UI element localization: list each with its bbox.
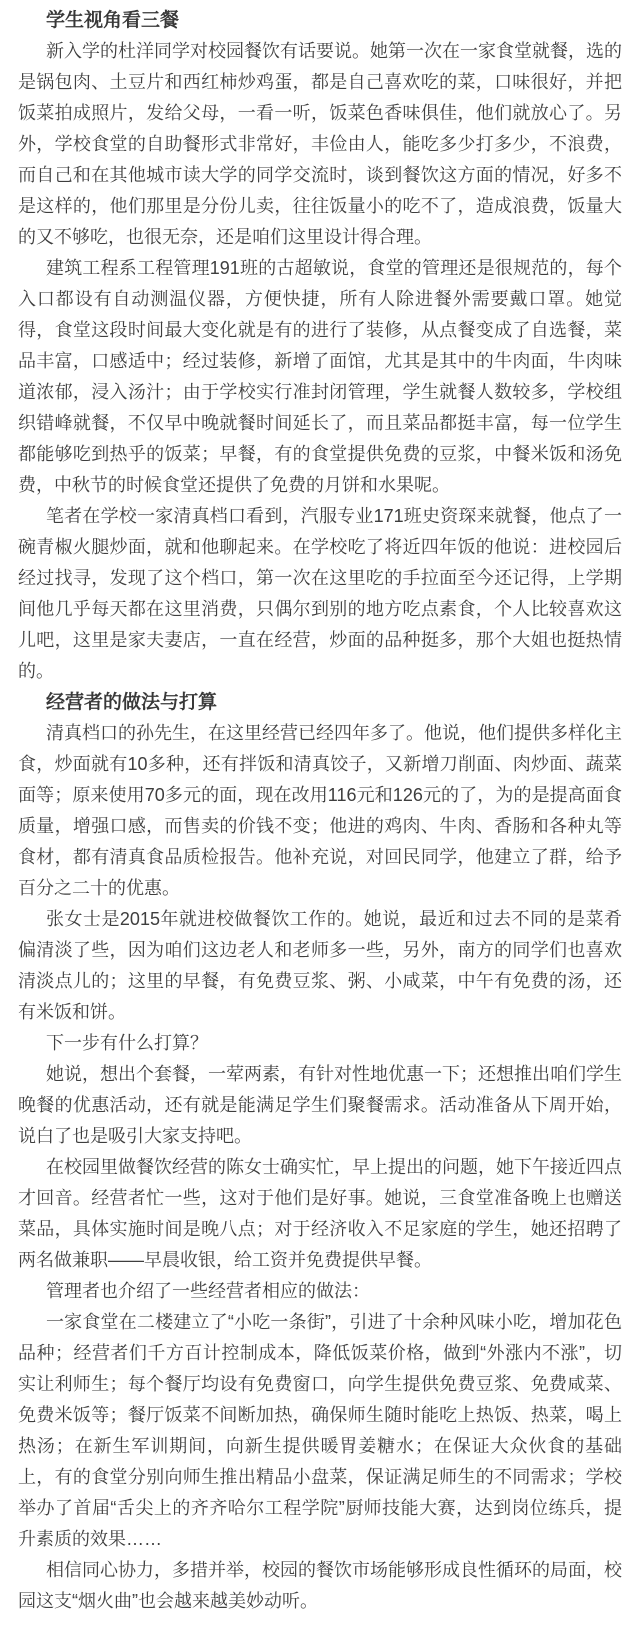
paragraph-next-step-question: 下一步有什么打算？ xyxy=(46,1033,208,1053)
paragraph-operator-mr-sun: 清真档口的孙先生，在这里经营已经四年多了。他说，他们提供多样化主食，炒面就有10多种，还有拌饭和清真饺子，又新增刀削面、肉炒面、蔬菜面等；原来使用70多元的面，现在改用116元和126元的了，为的是提高面食质量，增强口感，而售卖的价钱不变；他进的鸡肉、牛肉、香肠和各种丸等食材，都有清真食品质检报告。他补充说，对回民同学，他建立了群，给予百分之二十的优惠。 xyxy=(18,723,622,898)
section-heading-students-view: 学生视角看三餐 xyxy=(46,10,180,31)
paragraph-ms-zhang-plans: 她说，想出个套餐，一荤两素，有针对性地优惠一下；还想推出咱们学生晚餐的优惠活动，还有就是能满足学生们聚餐需求。活动准备从下周开始，说白了也是吸引大家支持吧。 xyxy=(18,1064,622,1146)
paragraph-managers-intro: 管理者也介绍了一些经营者相应的做法： xyxy=(46,1281,370,1301)
paragraph-conclusion: 相信同心协力，多措并举，校园的餐饮市场能够形成良性循环的局面，校园这支“烟火曲”也会越来越美妙动听。 xyxy=(18,1560,622,1611)
paragraph-operator-ms-zhang: 张女士是2015年就进校做餐饮工作的。她说，最近和过去不同的是菜肴偏清淡了些，因为咱们这边老人和老师多一些，另外，南方的同学们也喜欢清淡点儿的；这里的早餐，有免费豆浆、粥、小咸菜，中午有免费的汤，还有米饭和饼。 xyxy=(18,909,622,1022)
paragraph-student-guchaomin: 建筑工程系工程管理191班的古超敏说，食堂的管理还是很规范的，每个入口都设有自动测温仪器，方便快捷，所有人除进餐外需要戴口罩。她觉得，食堂这段时间最大变化就是有的进行了装修，从点餐变成了自选餐，菜品丰富，口感适中；经过装修，新增了面馆，尤其是其中的牛肉面，牛肉味道浓郁，浸入汤汁；由于学校实行准封闭管理，学生就餐人数较多，学校组织错峰就餐，不仅早中晚就餐时间延长了，而且菜品都挺丰富，每一位学生都能够吃到热乎的饭菜；早餐，有的食堂提供免费的豆浆，中餐米饭和汤免费，中秋节的时候食堂还提供了免费的月饼和水果呢。 xyxy=(18,258,622,495)
paragraph-halal-stall-student: 笔者在学校一家清真档口看到，汽服专业171班史资琛来就餐，他点了一碗青椒火腿炒面，就和他聊起来。在学校吃了将近四年饭的他说：进校园后经过找寻，发现了这个档口，第一次在这里吃的手拉面至今还记得，上学期间他几乎每天都在这里消费，只偶尔到别的地方吃点素食，个人比较喜欢这儿吧，这里是家夫妻店，一直在经营，炒面的品种挺多，那个大姐也挺热情的。 xyxy=(18,506,622,681)
paragraph-student-duyang: 新入学的杜洋同学对校园餐饮有话要说。她第一次在一家食堂就餐，选的是锅包肉、土豆片和西红柿炒鸡蛋，都是自己喜欢吃的菜，口味很好，并把饭菜拍成照片，发给父母，一看一听，饭菜色香味俱佳，他们就放心了。另外，学校食堂的自助餐形式非常好，丰俭由人，能吃多少打多少，不浪费，而自己和在其他城市读大学的同学交流时，谈到餐饮这方面的情况，好多不是这样的，他们那里是分份儿卖，往往饭量小的吃不了，造成浪费，饭量大的又不够吃，也很无奈，还是咱们这里设计得合理。 xyxy=(18,41,622,247)
paragraph-canteen-measures: 一家食堂在二楼建立了“小吃一条街”，引进了十余种风味小吃，增加花色品种；经营者们千方百计控制成本，降低饭菜价格，做到“外涨内不涨”，切实让利师生；每个餐厅均设有免费窗口，向学生提供免费豆浆、免费咸菜、免费米饭等；餐厅饭菜不间断加热，确保师生随时能吃上热饭、热菜，喝上热汤；在新生军训期间，向新生提供暖胃姜糖水；在保证大众伙食的基础上，有的食堂分别向师生推出精品小盘菜，保证满足师生的不同需求；学校举办了首届“舌尖上的齐齐哈尔工程学院”厨师技能大赛，达到岗位练兵，提升素质的效果…… xyxy=(18,1312,622,1549)
paragraph-operator-ms-chen: 在校园里做餐饮经营的陈女士确实忙，早上提出的问题，她下午接近四点才回音。经营者忙一些，这对于他们是好事。她说，三食堂准备晚上也赠送菜品，具体实施时间是晚八点；对于经济收入不足家庭的学生，她还招聘了两名做兼职——早晨收银，给工资并免费提供早餐。 xyxy=(18,1157,622,1270)
section-heading-operators-plans: 经营者的做法与打算 xyxy=(46,692,218,713)
